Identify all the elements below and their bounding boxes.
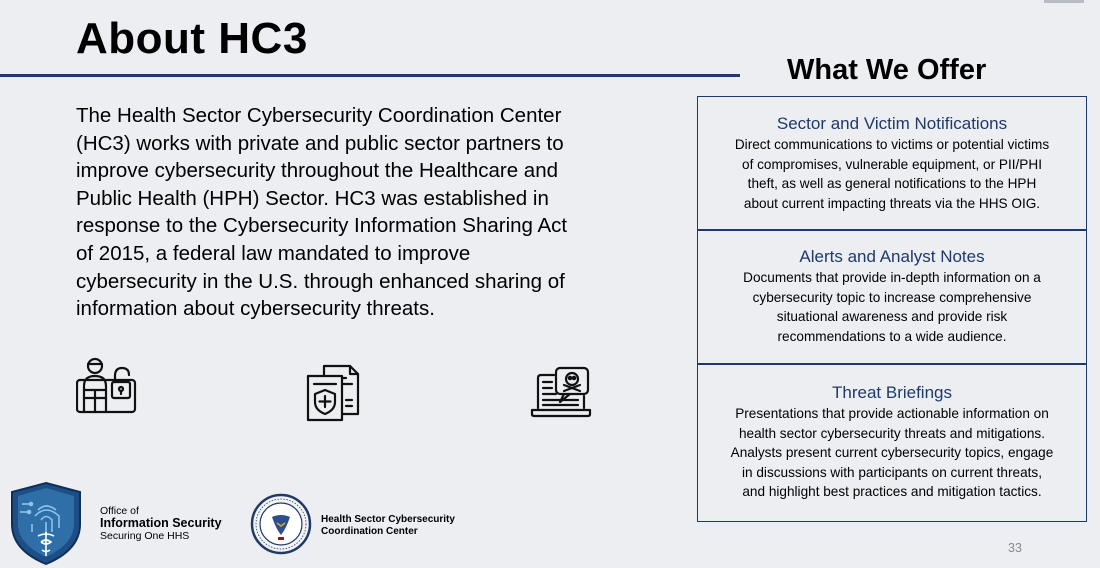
section-line: theft, as well as general notifications to the HPH — [747, 176, 1037, 192]
intro-line: improve cybersecurity throughout the Healthcare and — [76, 159, 559, 183]
section-line: cybersecurity topic to increase comprehensive — [752, 289, 1032, 305]
section-title: Threat Briefings — [832, 383, 952, 402]
intro-line: (HC3) works with private and public sector partners to — [76, 131, 564, 155]
ois-line-3: Securing One HHS — [100, 530, 190, 542]
section-line: Presentations that provide actionable information on — [735, 406, 1049, 421]
offer-section-notifications — [698, 113, 1086, 213]
hhs-seal-icon — [250, 493, 312, 555]
ois-shield-logo-icon — [8, 480, 84, 566]
title-underline — [0, 74, 740, 77]
intro-line: response to the Cybersecurity Information Sharing Act — [76, 214, 568, 238]
worker-with-open-padlock-icon — [76, 356, 138, 416]
intro-line: cybersecurity in the U.S. through enhanced sharing of — [76, 269, 565, 293]
offer-section-alerts — [698, 246, 1086, 346]
section-line: situational awareness and provide risk — [776, 309, 1008, 325]
section-line: in discussions with participants on current threats, — [742, 464, 1042, 480]
section-line: recommendations to a wide audience. — [777, 328, 1007, 344]
offer-heading: What We Offer — [787, 54, 987, 86]
offer-section-briefings — [698, 382, 1086, 502]
section-divider — [698, 229, 1086, 231]
section-title: Sector and Victim Notifications — [776, 114, 1008, 133]
page-number: 33 — [1008, 541, 1022, 555]
section-line: Analysts present current cybersecurity topics, engage — [730, 445, 1054, 461]
ois-line-2: Information Security — [100, 516, 222, 530]
intro-line: The Health Sector Cybersecurity Coordination Center — [76, 104, 562, 127]
offer-box — [697, 96, 1087, 522]
laptop-skull-alert-icon — [530, 366, 592, 420]
intro-line: Public Health (HPH) Sector. HC3 was established in — [76, 186, 549, 210]
medical-document-shield-icon — [306, 364, 362, 422]
top-corner-mark — [1044, 0, 1084, 3]
intro-paragraph — [76, 102, 656, 323]
hc3-line-1: Health Sector Cybersecurity — [321, 514, 455, 525]
section-line: Documents that provide in-depth information on a — [743, 270, 1041, 285]
hc3-line-2: Coordination Center — [321, 526, 418, 537]
ois-line-1: Office of — [100, 505, 139, 517]
section-line: of compromises, vulnerable equipment, or PII/PHI — [742, 156, 1042, 172]
intro-line: of 2015, a federal law mandated to improve — [76, 241, 471, 265]
section-line: and highlight best practices and mitigation tactics. — [742, 484, 1042, 500]
slide-title: About HC3 — [76, 14, 308, 63]
section-line: about current impacting threats via the HHS OIG. — [743, 195, 1041, 211]
section-line: Direct communications to victims or potential victims — [734, 137, 1050, 152]
section-title: Alerts and Analyst Notes — [799, 247, 985, 266]
section-line: health sector cybersecurity threats and mitigations. — [738, 425, 1045, 441]
intro-line: information about cybersecurity threats. — [76, 297, 435, 321]
section-divider — [698, 363, 1086, 365]
